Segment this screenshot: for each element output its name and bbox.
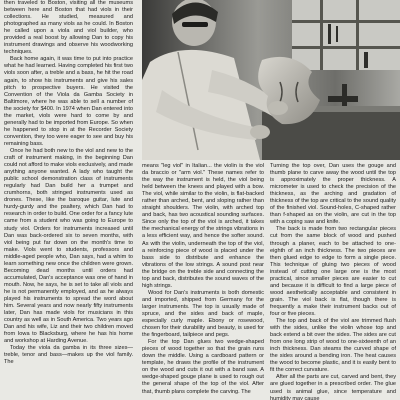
article-paragraph: The top and back of the viol are trimmed flush with the sides, unlike the violin whose top and back extend a bit over the sides. The sides are cut from one long strip of wood to one-sixteenth of an inch thickness. Dan steams the curved shape of the sides around a bending iron. The heat causes the wood to become plastic, and it is easily bent to fit the correct curvature. bbox=[270, 318, 396, 374]
craftsman-photo bbox=[142, 0, 400, 160]
article-paragraph: For the top Dan glues two wedge-shaped pieces of wood together so that the grain runs down the middle. Using a cardboard pattern or template, he draws the profile of the instrument on the wood and cuts it out with a band saw. A wedge-shaped gouge plane is used to rough out the general shape of the top of the viol. After that, thumb plans complete the carving. The bbox=[142, 339, 264, 395]
article-paragraph: then traveled to Boston, visiting all the museums between here and Boston that had viols in their collections. He studied, measured and photographed as many viols as he could. In Boston he called upon a viola and viol builder, who provided a real boost by allowing Dan to copy his instrument drawings and observe his woodworking techniques. bbox=[4, 0, 133, 56]
article-paragraph: Once he had both new to the viol and new to the craft of instrument making, in the beginning Dan could not afford to make viols exclusively, and made anything anyone wanted. A lady who taught the public school demonstration class of instruments regularly had Dan build her a trumpet and crumhorns, both stringed instruments used as drones. These, like the baroque guitar, lute and hurdy-gurdy and the psaltery, which Dan had to research in order to build. One order for a fancy lute came from a student who was going to Europe to study viol. Orders for instruments increased until Dan was back-ordered six to seven months, with viol being put far down on the month's time to make. Viols went to students, professors and middle-aged people who, Dan says, had a whim to learn something new once the children were grown. Becoming dead months until orders had accumulated, Dan's acceptance was one of hand in mouth. Now, he says, he is set to take all viols and he is not permanently employed, and as he always played his instruments to spread the word about him. Several years and now nearly fifty instruments later, Dan has made viols for musicians in this country as well as in South America. Two years ago Dan and his wife, Liz and their two children moved from Iowa to Blacksburg, where he has his home and workshop at Harding Avenue. bbox=[4, 147, 133, 345]
article-paragraph: means "leg viol" in Italian... the violin is the viol da braccio or "arm viol." These names refer to the way the instrument is held, the viol being held between the knees and played with a bow. The viol, while similar to the violin, is flat-backed rather than arched, bent, and sloping rather than straight shoulders. The violin, with arched top and back, has two acoustical sounding surfaces. Since only the top of the viol is arched, it takes the mechanical energy of the strings vibrations in a less efficient way, and hence the softer sound. As with the violin, underneath the top of the viol, a reinforcing piece of wood is placed under the bass side to distribute and enhance the vibrations of the low strings. A sound post near the bridge on the treble side and connecting the top and back, distributes the sound waves of the high strings. bbox=[142, 163, 264, 289]
photo-image bbox=[142, 0, 400, 160]
article-paragraph: The back is made from two rectangular pieces cut from the same block of wood and pushed through a planer, each to be attached to one-eighth of an inch thickness. The two pieces are then glued edge to edge to form a single piece. This technique of gluing two pieces of wood instead of cutting one large one is the most practical, since smaller pieces are easier to cut and because it is difficult to find a large piece of wood aesthetically acceptable and consistent in grain. The viol back is flat, though there is frequently a make their instrument backs out of four or five pieces. bbox=[270, 226, 396, 317]
article-paragraph: Wood for Dan's instruments is both domestic and imported, shipped from Germany for the larger instruments. The top is usually made of spruce, and the sides and back of maple, especially curly maple. Ebony or rosewood, chosen for their durability and beauty, is used for the fingerboard, tailpiece and pegs. bbox=[142, 289, 264, 339]
article-paragraph: Turning the top over, Dan uses the gouge and thumb plane to carve away the wood until the top is approximately the proper thickness. A micrometer is used to check the precision of the thickness, as the arching and gradation of thickness of the top are critical to the sound quality of the finished viol. Sound-holes, C-shaped rather than f-shaped as on the violin, are cut in the top with a coping saw and knife. bbox=[270, 163, 396, 226]
article-paragraph: After all the parts are cut, carved and bent, they are glued together in a prescribed order. The glue used is animal glue, since temperature and humidity may cause bbox=[270, 374, 396, 400]
article-paragraph: Today the viola da gamba in its three sizes—treble, tenor and bass—makes up the viol family. The bbox=[4, 345, 133, 366]
article-column-3 bbox=[270, 163, 396, 400]
article-paragraph: Back home again, it was time to put into practice what he had learned. Having completed his first two viols soon after, a treble and a bass, he hit the road again, to show his instruments and give his sales pitch to prospective buyers. He visited the Convention of the Viola da Gamba Society in Baltimore, where he was able to sell a number of the society for $400. In 1974 when Dan entered into the market, viols were hard to come by and generally had to be imported from Europe. So when he happened to stop in at the Recorder Society convention, they too were eager to see and buy his remaining bass. bbox=[4, 56, 133, 147]
article-column-2 bbox=[142, 163, 264, 400]
article-column-1 bbox=[4, 0, 133, 400]
